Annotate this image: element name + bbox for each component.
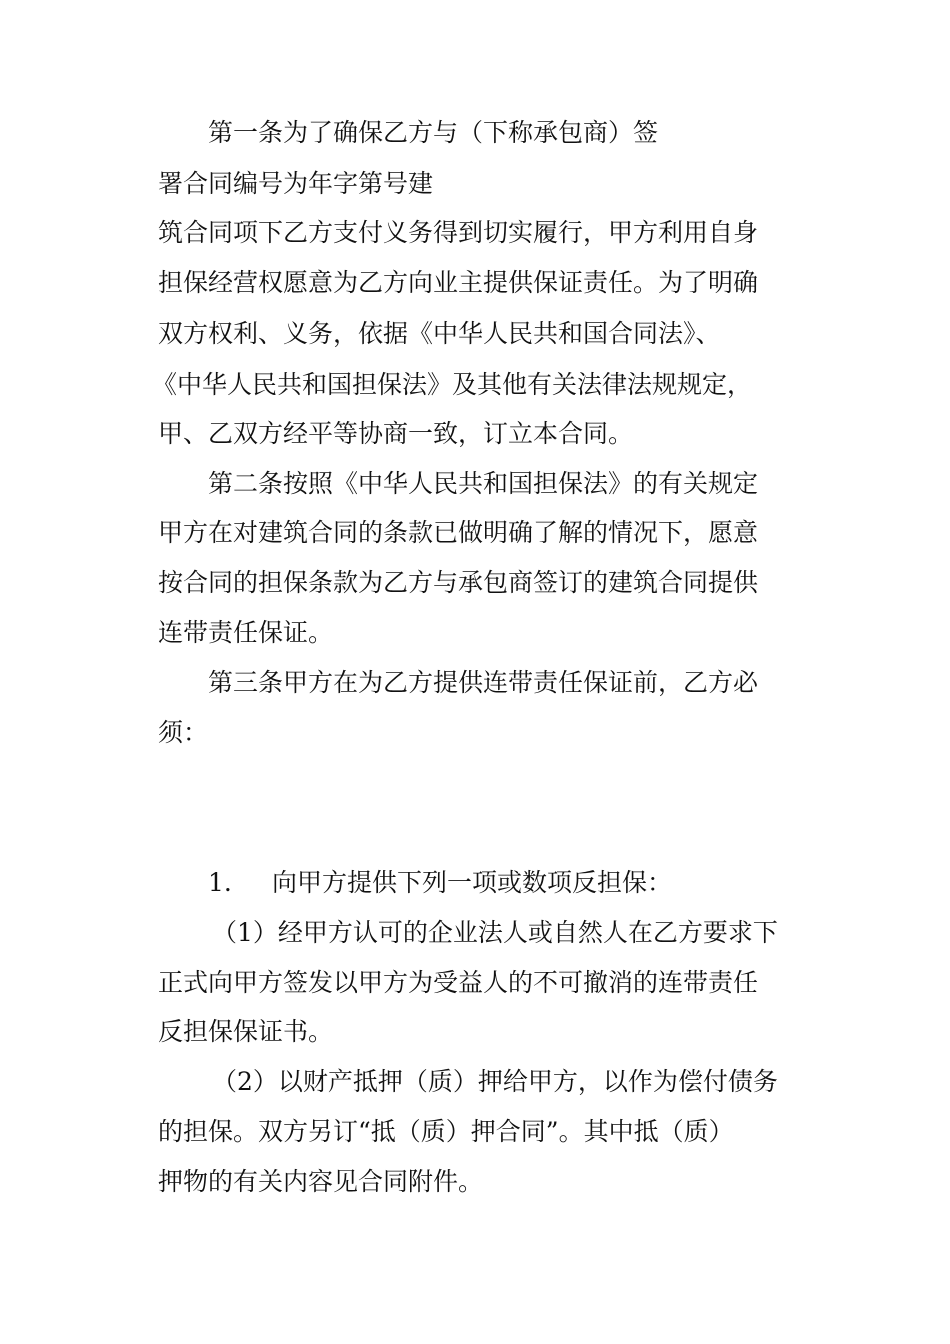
article-1-line-4: 担保经营权愿意为乙方向业主提供保证责任。为了明确 xyxy=(158,268,759,297)
sub-item-2-line-1: （2）以财产抵押（质）押给甲方，以作为偿付债务 xyxy=(212,1067,778,1096)
article-1-line-2: 署合同编号为年字第号建 xyxy=(158,169,434,198)
sub-item-1-line-3: 反担保保证书。 xyxy=(158,1017,334,1046)
article-1-line-1: 第一条为了确保乙方与（下称承包商）签 xyxy=(208,118,659,147)
sub-item-1-line-1: （1）经甲方认可的企业法人或自然人在乙方要求下 xyxy=(212,918,778,947)
sub-item-1-line-2: 正式向甲方签发以甲方为受益人的不可撤消的连带责任 xyxy=(158,968,759,997)
article-2-line-3: 按合同的担保条款为乙方与承包商签订的建筑合同提供 xyxy=(158,568,759,597)
article-3-line-2: 须： xyxy=(158,718,209,747)
article-2-line-4: 连带责任保证。 xyxy=(158,618,334,647)
article-1-line-5: 双方权利、义务，依据《中华人民共和国合同法》、 xyxy=(158,319,721,348)
article-1-line-7: 甲、乙双方经平等协商一致，订立本合同。 xyxy=(158,419,634,448)
list-item-text: 向甲方提供下列一项或数项反担保： xyxy=(272,868,673,897)
article-2-line-1: 第二条按照《中华人民共和国担保法》的有关规定 xyxy=(208,469,759,498)
list-item-number: 1. xyxy=(208,868,232,897)
article-2-line-2: 甲方在对建筑合同的条款已做明确了解的情况下，愿意 xyxy=(158,518,759,547)
article-1-line-6: 《中华人民共和国担保法》及其他有关法律法规规定， xyxy=(152,370,753,399)
article-1-line-3: 筑合同项下乙方支付义务得到切实履行，甲方利用自身 xyxy=(158,218,759,247)
article-3-line-1: 第三条甲方在为乙方提供连带责任保证前，乙方必 xyxy=(208,668,759,697)
sub-item-2-line-3: 押物的有关内容见合同附件。 xyxy=(158,1167,484,1196)
sub-item-2-line-2: 的担保。双方另订“抵（质）押合同”。其中抵（质） xyxy=(158,1117,734,1146)
